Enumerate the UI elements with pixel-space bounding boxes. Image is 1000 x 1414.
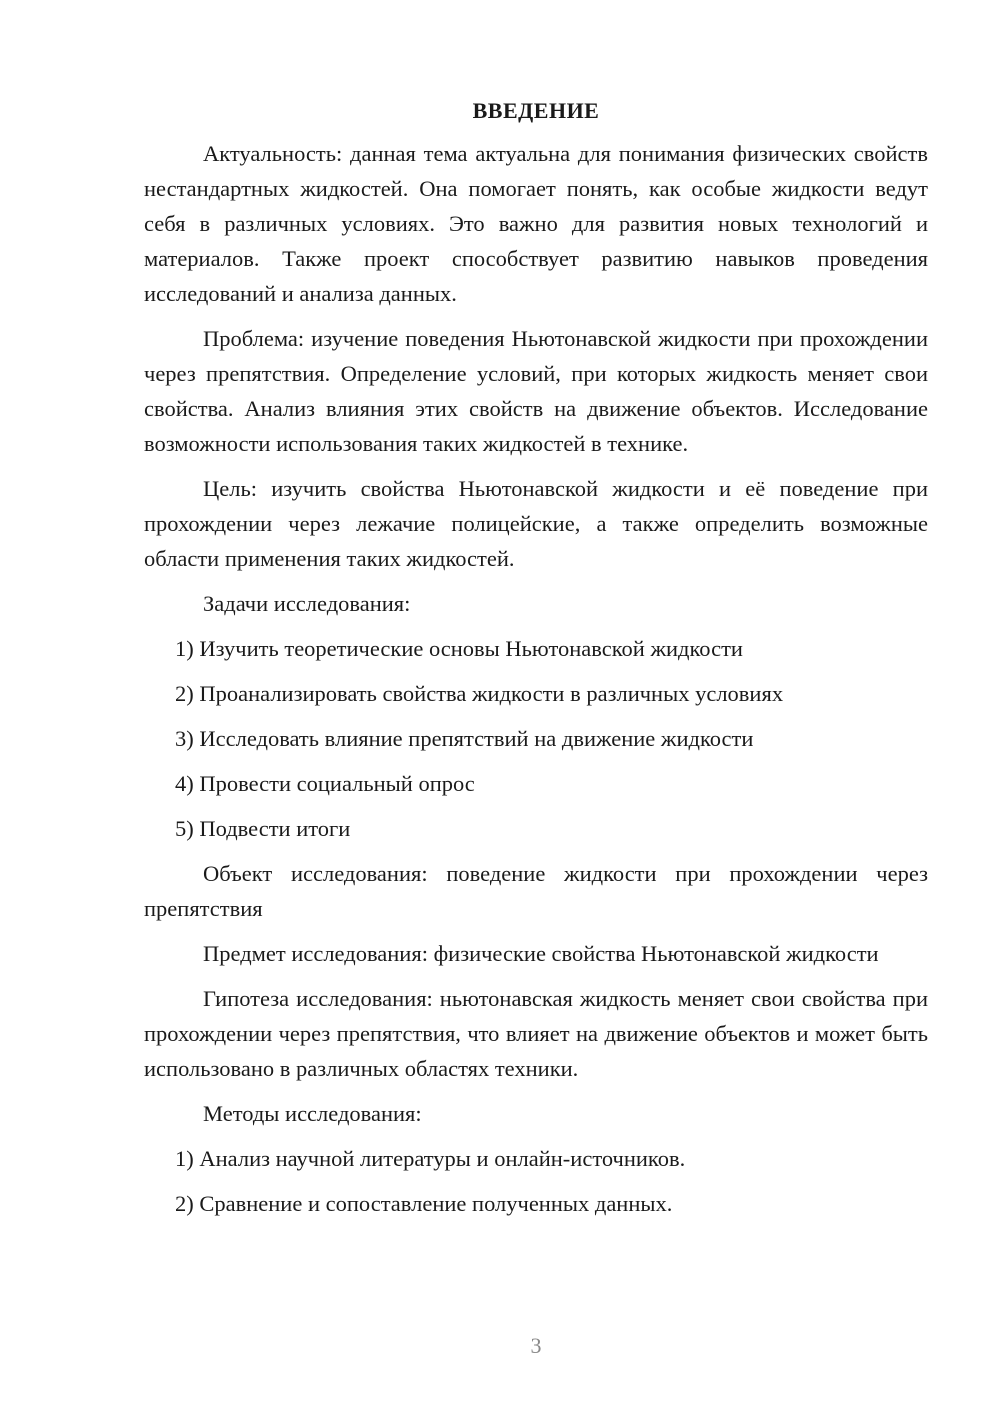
page-number: 3 [530,1333,542,1358]
task-item-2: 2) Проанализировать свойства жидкости в различных условиях [175,681,784,706]
methods-heading: Методы исследования: [203,1101,422,1126]
method-item-2: 2) Сравнение и сопоставление полученных данных. [175,1191,673,1216]
page-title: ВВЕДЕНИЕ [472,98,600,123]
paragraph-hypothesis: Гипотеза исследования: ньютонавская жидкость меняет свои свойства при прохождении через препятствия, что влияет на движение объектов и может быть использовано в различных областях техники. [144,986,928,1081]
paragraph-goal: Цель: изучить свойства Ньютонавской жидкости и её поведение при прохождении через лежачие полицейские, а также определить возможные области применения таких жидкостей. [144,476,928,571]
paragraph-subject: Предмет исследования: физические свойства Ньютонавской жидкости [203,941,879,966]
task-item-3: 3) Исследовать влияние препятствий на движение жидкости [175,726,754,751]
method-item-1: 1) Анализ научной литературы и онлайн-источников. [175,1146,686,1171]
task-item-1: 1) Изучить теоретические основы Ньютонавской жидкости [175,636,743,661]
paragraph-object: Объект исследования: поведение жидкости при прохождении через препятствия [144,861,928,921]
paragraph-relevance: Актуальность: данная тема актуальна для понимания физических свойств нестандартных жидкостей. Она помогает понять, как особые жидкости ведут себя в различных условиях. Это важно для развития новых технологий и материалов. Также проект способствует развитию навыков проведения исследований и анализа данных. [144,141,928,306]
paragraph-problem: Проблема: изучение поведения Ньютонавской жидкости при прохождении через препятствия. Определение условий, при которых жидкость меняет свои свойства. Анализ влияния этих свойств на движение объектов. Исследование возможности использования таких жидкостей в технике. [144,326,928,456]
task-item-4: 4) Провести социальный опрос [175,771,475,796]
task-item-5: 5) Подвести итоги [175,816,351,841]
document-page [144,96,928,1231]
tasks-list [144,631,928,846]
tasks-heading: Задачи исследования: [203,591,411,616]
methods-list [144,1141,928,1221]
